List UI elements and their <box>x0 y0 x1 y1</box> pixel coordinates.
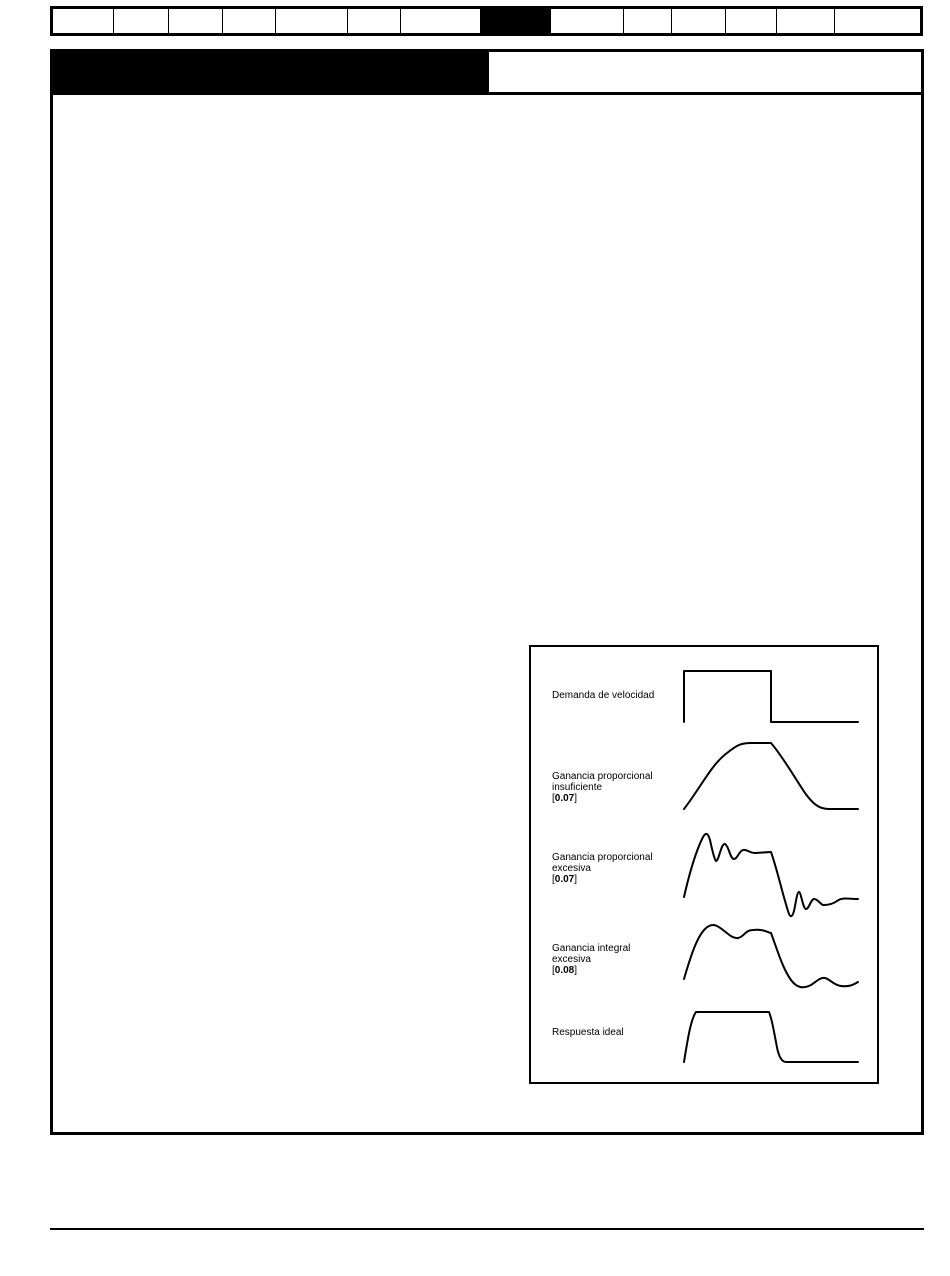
excessive-p-gain-waveform <box>684 834 858 916</box>
nav-tab[interactable] <box>551 9 624 33</box>
section-header-black <box>53 52 489 95</box>
nav-tab[interactable] <box>348 9 401 33</box>
nav-tab[interactable] <box>726 9 777 33</box>
speed-demand-waveform <box>684 671 858 722</box>
section-tab-strip <box>50 6 923 36</box>
nav-tab-active[interactable] <box>481 9 551 33</box>
nav-tab[interactable] <box>672 9 726 33</box>
nav-tab[interactable] <box>624 9 672 33</box>
section-header-white <box>489 52 921 95</box>
label-ideal-response: Respuesta ideal <box>552 1027 624 1038</box>
footer-divider <box>50 1228 924 1230</box>
nav-tab[interactable] <box>276 9 348 33</box>
nav-tab[interactable] <box>835 9 919 33</box>
label-speed-demand: Demanda de velocidad <box>552 690 655 701</box>
nav-tab[interactable] <box>53 9 114 33</box>
nav-tab[interactable] <box>169 9 223 33</box>
nav-tab[interactable] <box>223 9 276 33</box>
speed-response-figure <box>529 645 879 1084</box>
label-excessive-p-gain: Ganancia proporcional excesiva [0.07] <box>552 852 653 885</box>
nav-tab[interactable] <box>401 9 481 33</box>
nav-tab[interactable] <box>114 9 169 33</box>
label-excessive-i-gain: Ganancia integral excesiva [0.08] <box>552 943 631 976</box>
ideal-response-waveform <box>684 1012 858 1062</box>
insufficient-p-gain-waveform <box>684 743 858 809</box>
nav-tab[interactable] <box>777 9 835 33</box>
excessive-i-gain-waveform <box>684 925 858 987</box>
label-insufficient-p-gain: Ganancia proporcional insuficiente [0.07] <box>552 771 653 804</box>
